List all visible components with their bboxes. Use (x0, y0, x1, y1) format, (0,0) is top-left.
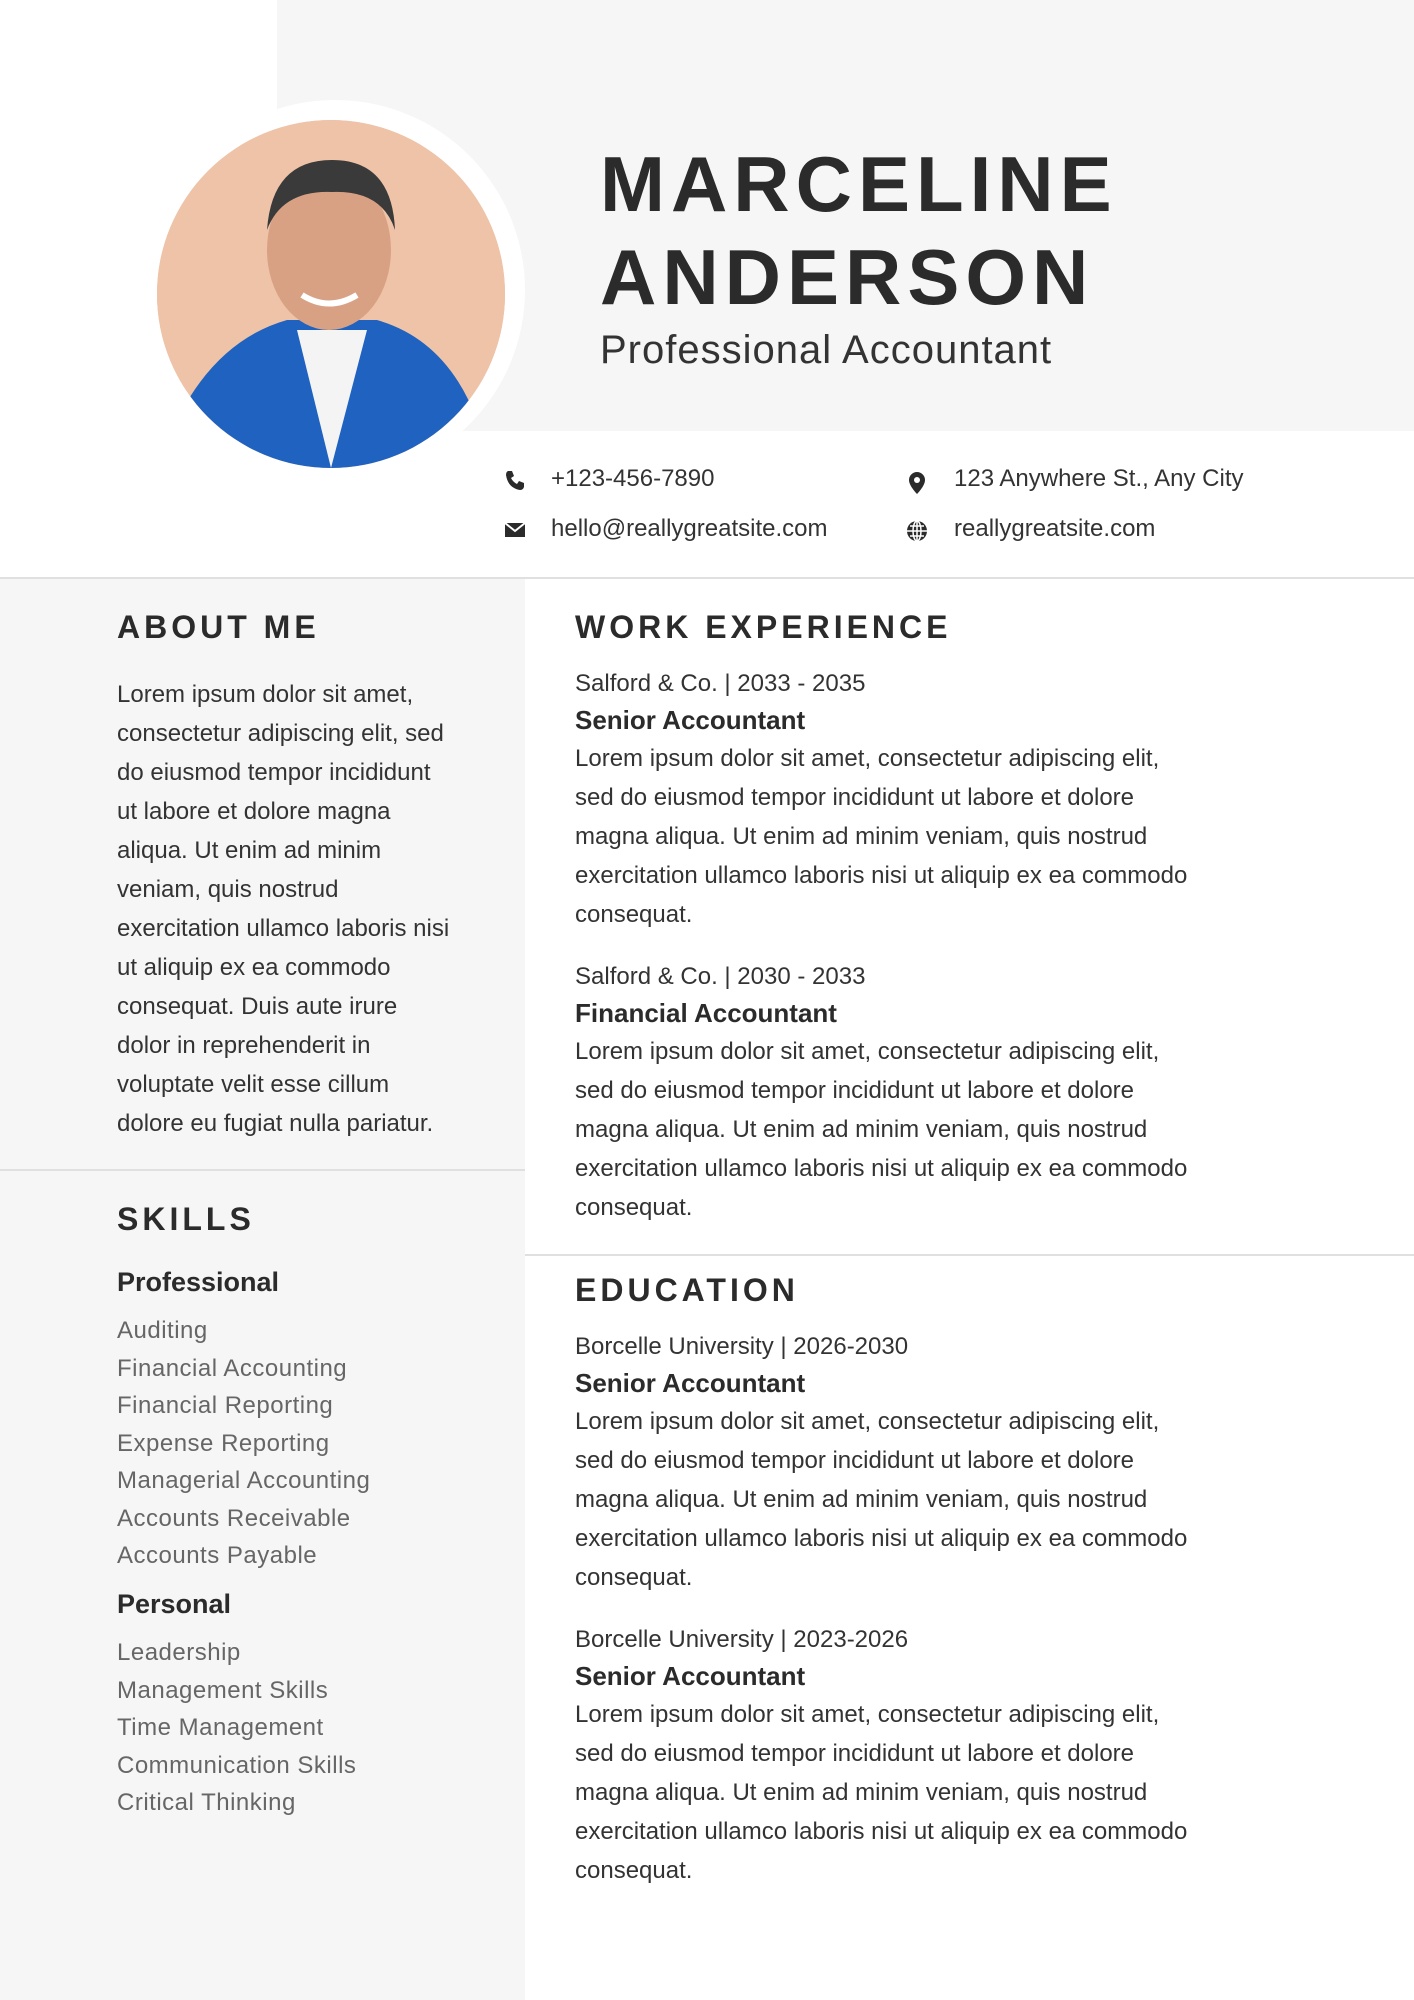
skill-item: Critical Thinking (117, 1789, 296, 1816)
work-entry (575, 667, 1375, 934)
work-heading: WORK EXPERIENCE (575, 609, 952, 645)
about-line: veniam, quis nostrud (117, 876, 339, 903)
profile-photo (157, 120, 505, 468)
entry-role: Financial Accountant (575, 998, 837, 1028)
skill-item: Communication Skills (117, 1751, 357, 1779)
description-line: sed do eiusmod tempor incididunt ut labore et dolore (575, 784, 1135, 811)
description-line: exercitation ullamco laboris nisi ut aliquip ex ea commodo (575, 1525, 1188, 1552)
description-line: consequat. (575, 901, 693, 928)
skill-item: Leadership (117, 1639, 241, 1666)
first-name: MARCELINE (600, 140, 1118, 228)
skill-item: Time Management (117, 1714, 324, 1741)
skill-item: Managerial Accounting (117, 1467, 371, 1494)
job-title: Professional Accountant (600, 328, 1053, 372)
description-line: sed do eiusmod tempor incididunt ut labore et dolore (575, 1077, 1135, 1104)
entry-role: Senior Accountant (575, 1661, 806, 1691)
description-line: Lorem ipsum dolor sit amet, consectetur adipiscing elit, (575, 1408, 1160, 1435)
about-line: consequat. Duis aute irure (117, 993, 398, 1020)
work-entries (575, 667, 1375, 1253)
entry-role: Senior Accountant (575, 1368, 806, 1398)
about-text (117, 675, 449, 1143)
entry-meta: Salford & Co. | 2033 - 2035 (575, 670, 866, 697)
about-line: consectetur adipiscing elit, sed (117, 720, 444, 747)
description-line: sed do eiusmod tempor incididunt ut labore et dolore (575, 1740, 1135, 1767)
description-line: consequat. (575, 1564, 693, 1591)
about-line: dolor in reprehenderit in (117, 1032, 371, 1059)
skill-item: Auditing (117, 1317, 208, 1344)
entry-description (575, 1032, 1375, 1227)
about-line: voluptate velit esse cillum (117, 1071, 390, 1098)
entry-meta: Salford & Co. | 2030 - 2033 (575, 963, 866, 990)
professional-skills-heading: Professional (117, 1267, 280, 1297)
description-line: magna aliqua. Ut enim ad minim veniam, quis nostrud (575, 1116, 1148, 1143)
about-line: Lorem ipsum dolor sit amet, (117, 681, 414, 708)
education-entry (575, 1330, 1375, 1597)
professional-skills-list (117, 1312, 370, 1575)
description-line: Lorem ipsum dolor sit amet, consectetur adipiscing elit, (575, 745, 1160, 772)
email-icon (503, 518, 527, 547)
skills-heading: SKILLS (117, 1201, 255, 1237)
description-line: magna aliqua. Ut enim ad minim veniam, quis nostrud (575, 823, 1148, 850)
skill-item: Expense Reporting (117, 1429, 330, 1457)
entry-meta: Borcelle University | 2023-2026 (575, 1626, 909, 1653)
about-line: do eiusmod tempor incididunt (117, 759, 431, 786)
about-line: dolore eu fugiat nulla pariatur. (117, 1110, 434, 1137)
about-heading: ABOUT ME (117, 609, 320, 645)
phone-icon (503, 468, 527, 497)
description-line: Lorem ipsum dolor sit amet, consectetur adipiscing elit, (575, 1701, 1160, 1728)
skill-item: Management Skills (117, 1676, 329, 1704)
description-line: exercitation ullamco laboris nisi ut aliquip ex ea commodo (575, 1818, 1188, 1845)
skill-item: Accounts Receivable (117, 1504, 351, 1532)
about-line: ut labore et dolore magna (117, 798, 391, 825)
about-line: ut aliquip ex ea commodo (117, 954, 391, 981)
personal-skills-list (117, 1634, 356, 1822)
website-text[interactable]: reallygreatsite.com (954, 515, 1156, 542)
description-line: magna aliqua. Ut enim ad minim veniam, quis nostrud (575, 1486, 1148, 1513)
skill-item: Financial Accounting (117, 1354, 348, 1382)
entry-description (575, 739, 1375, 934)
education-entries (575, 1330, 1375, 1916)
description-line: sed do eiusmod tempor incididunt ut labore et dolore (575, 1447, 1135, 1474)
globe-icon (905, 519, 929, 548)
skill-item: Accounts Payable (117, 1542, 318, 1569)
section-divider (525, 1254, 1414, 1256)
description-line: exercitation ullamco laboris nisi ut aliquip ex ea commodo (575, 862, 1188, 889)
phone-text[interactable]: +123-456-7890 (551, 465, 715, 492)
description-line: Lorem ipsum dolor sit amet, consectetur adipiscing elit, (575, 1038, 1160, 1065)
work-entry (575, 960, 1375, 1227)
description-line: exercitation ullamco laboris nisi ut aliquip ex ea commodo (575, 1155, 1188, 1182)
about-line: aliqua. Ut enim ad minim (117, 837, 382, 864)
education-entry (575, 1623, 1375, 1890)
last-name: ANDERSON (600, 233, 1095, 321)
entry-description (575, 1402, 1375, 1597)
email-text[interactable]: hello@reallygreatsite.com (551, 515, 828, 542)
sidebar-divider (0, 1169, 525, 1171)
skill-item: Financial Reporting (117, 1392, 334, 1419)
about-line: exercitation ullamco laboris nisi (117, 915, 450, 942)
education-heading: EDUCATION (575, 1272, 799, 1308)
location-icon (905, 468, 929, 503)
entry-description (575, 1695, 1375, 1890)
description-line: magna aliqua. Ut enim ad minim veniam, quis nostrud (575, 1779, 1148, 1806)
entry-meta: Borcelle University | 2026-2030 (575, 1333, 909, 1360)
description-line: consequat. (575, 1857, 693, 1884)
address-text: 123 Anywhere St., Any City (954, 465, 1244, 492)
personal-skills-heading: Personal (117, 1589, 232, 1619)
description-line: consequat. (575, 1194, 693, 1221)
entry-role: Senior Accountant (575, 705, 806, 735)
